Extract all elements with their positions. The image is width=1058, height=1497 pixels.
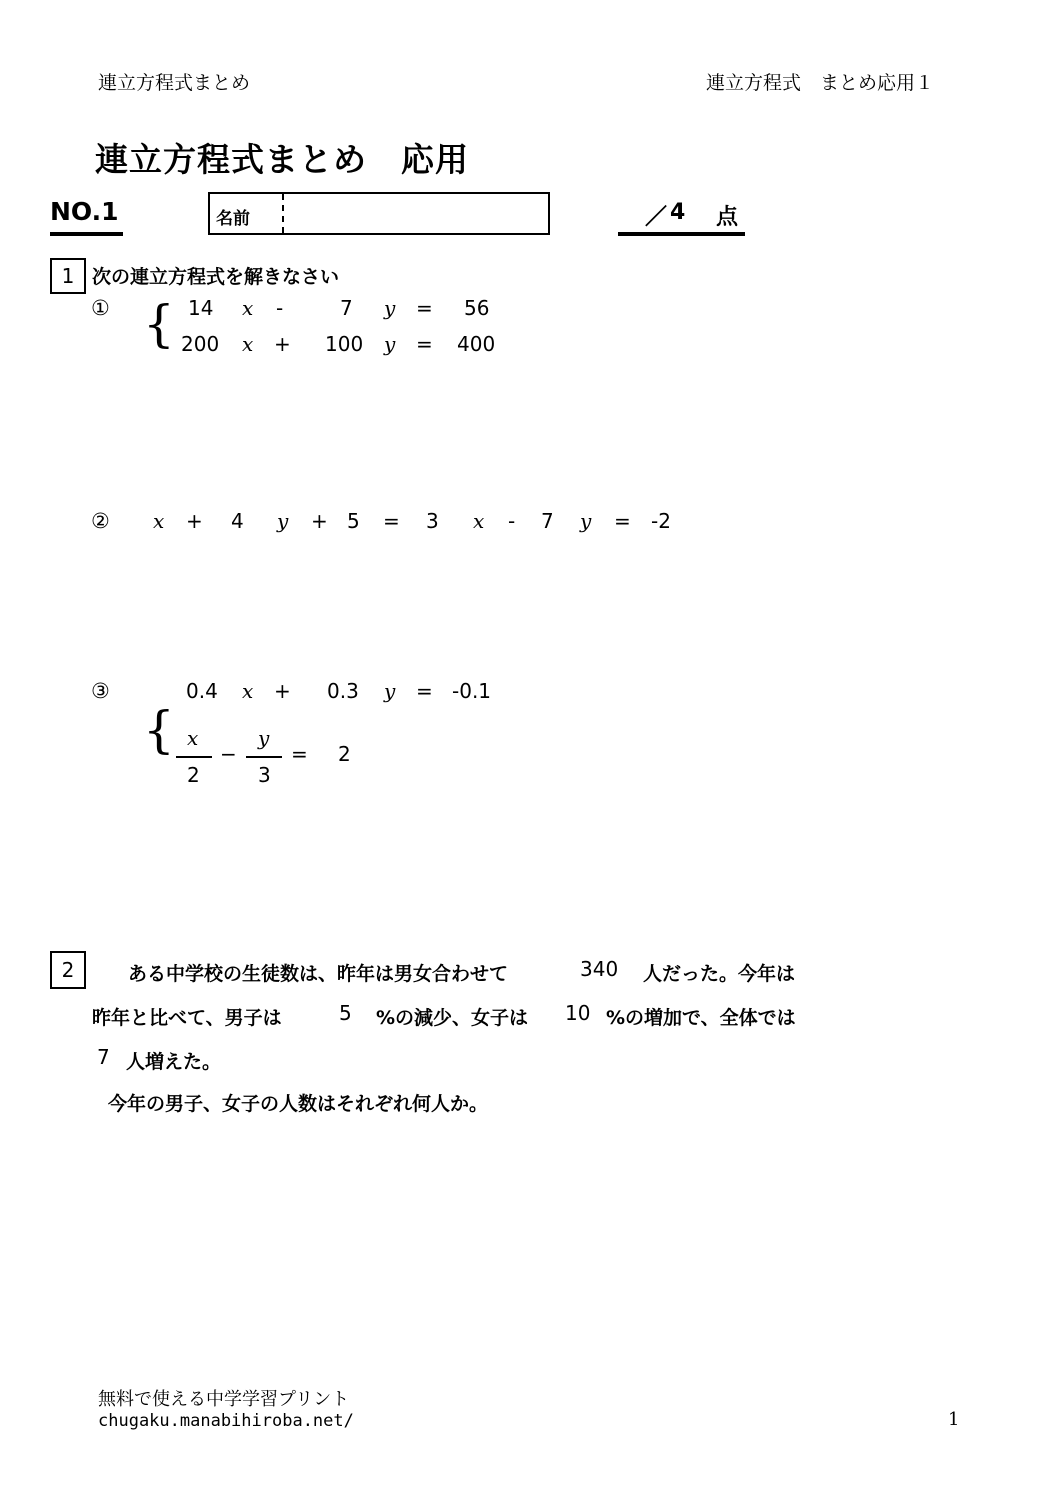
item-1-eq2-op: + bbox=[274, 332, 291, 356]
item-3-frac2-numerator: y bbox=[258, 726, 270, 750]
problem-2-line1-text: ある中学校の生徒数は、昨年は男女合わせて bbox=[128, 963, 509, 985]
item-1-eq2-a: 200 bbox=[181, 332, 220, 356]
header-left: 連立方程式まとめ bbox=[98, 72, 251, 94]
problem-1-number: 1 bbox=[50, 258, 86, 294]
problem-2-line1-number: 340 bbox=[580, 957, 619, 981]
item-1-eq2-y: y bbox=[384, 332, 396, 356]
item-1-eq1-a: 14 bbox=[188, 296, 214, 320]
item-1-eq1-y: y bbox=[384, 296, 396, 320]
item-3-brace: { bbox=[143, 701, 175, 759]
item-1-eq2-c: 400 bbox=[457, 332, 496, 356]
problem-2-line3-text: 人増えた。 bbox=[126, 1051, 222, 1073]
score-slash: ／ bbox=[645, 205, 668, 230]
problem-2-line2-text-end: %の増加で、全体では bbox=[606, 1007, 796, 1029]
name-separator bbox=[282, 194, 284, 233]
item-1-eq1-eq: = bbox=[416, 296, 433, 320]
item-2-term: = bbox=[383, 509, 400, 533]
name-label: 名前 bbox=[216, 209, 250, 229]
item-2-mark: ② bbox=[91, 509, 110, 533]
problem-2-line1-text-end: 人だった。今年は bbox=[643, 963, 796, 985]
page-title: 連立方程式まとめ 応用 bbox=[95, 140, 469, 179]
item-3-eq1-b: 0.3 bbox=[327, 679, 359, 703]
item-2-term: 3 bbox=[426, 509, 439, 533]
item-1-brace: { bbox=[143, 295, 175, 353]
item-3-frac1-bar bbox=[176, 756, 212, 758]
problem-2-number: 2 bbox=[50, 951, 86, 989]
item-1-eq1-b: 7 bbox=[340, 296, 353, 320]
problem-2-line2-number1: 5 bbox=[339, 1001, 352, 1025]
item-1-mark: ① bbox=[91, 296, 110, 320]
footer-text: 無料で使える中学学習プリント bbox=[98, 1389, 350, 1410]
item-3-eq1-a: 0.4 bbox=[186, 679, 218, 703]
item-1-eq2-b: 100 bbox=[325, 332, 364, 356]
item-3-mark: ③ bbox=[91, 679, 110, 703]
item-3-eq1-eq: = bbox=[416, 679, 433, 703]
sheet-number-underline bbox=[50, 232, 123, 236]
problem-2-question: 今年の男子、女子の人数はそれぞれ何人か。 bbox=[108, 1093, 489, 1115]
item-1-eq1-c: 56 bbox=[464, 296, 490, 320]
item-2-term: x bbox=[153, 509, 165, 533]
item-1-eq2-eq: = bbox=[416, 332, 433, 356]
sheet-number: NO.1 bbox=[50, 197, 119, 226]
problem-2-line3-number: 7 bbox=[97, 1045, 110, 1069]
score-underline bbox=[618, 232, 745, 236]
item-2-term: 4 bbox=[231, 509, 244, 533]
item-2-term: y bbox=[580, 509, 592, 533]
item-2-term: = bbox=[614, 509, 631, 533]
item-3-frac2-bar bbox=[246, 756, 282, 758]
item-3-eq1-y: y bbox=[384, 679, 396, 703]
item-2-term: x bbox=[473, 509, 485, 533]
item-2-term: y bbox=[277, 509, 289, 533]
header-right: 連立方程式 まとめ応用１ bbox=[706, 72, 935, 94]
item-2-term: 7 bbox=[541, 509, 554, 533]
problem-2-line2-text-mid: %の減少、女子は bbox=[376, 1007, 529, 1029]
item-2-term: 5 bbox=[347, 509, 360, 533]
score-unit: 点 bbox=[716, 205, 739, 230]
item-2-term: + bbox=[186, 509, 203, 533]
problem-1-instruction: 次の連立方程式を解きなさい bbox=[92, 266, 340, 288]
item-3-frac1-denominator: 2 bbox=[187, 763, 200, 787]
item-1-eq1-x: x bbox=[242, 296, 254, 320]
item-2-term: -2 bbox=[651, 509, 671, 533]
item-2-term: - bbox=[508, 509, 516, 533]
item-3-eq1-x: x bbox=[242, 679, 254, 703]
name-field[interactable] bbox=[208, 192, 550, 235]
item-3-eq2-eq: = bbox=[291, 742, 308, 766]
item-1-eq1-op: - bbox=[276, 296, 284, 320]
item-3-eq2-op: − bbox=[220, 742, 237, 766]
item-3-frac1-numerator: x bbox=[187, 726, 199, 750]
item-2-term: + bbox=[311, 509, 328, 533]
item-3-eq1-op: + bbox=[274, 679, 291, 703]
problem-2-line2-number2: 10 bbox=[565, 1001, 591, 1025]
score-total: 4 bbox=[670, 200, 686, 225]
item-3-eq1-c: -0.1 bbox=[452, 679, 492, 703]
page-number: 1 bbox=[948, 1409, 960, 1430]
item-1-eq2-x: x bbox=[242, 332, 254, 356]
item-3-frac2-denominator: 3 bbox=[258, 763, 271, 787]
problem-2-line2-text: 昨年と比べて、男子は bbox=[92, 1007, 282, 1029]
item-3-eq2-c: 2 bbox=[338, 742, 351, 766]
footer-url[interactable]: chugaku.manabihiroba.net/ bbox=[98, 1411, 354, 1431]
